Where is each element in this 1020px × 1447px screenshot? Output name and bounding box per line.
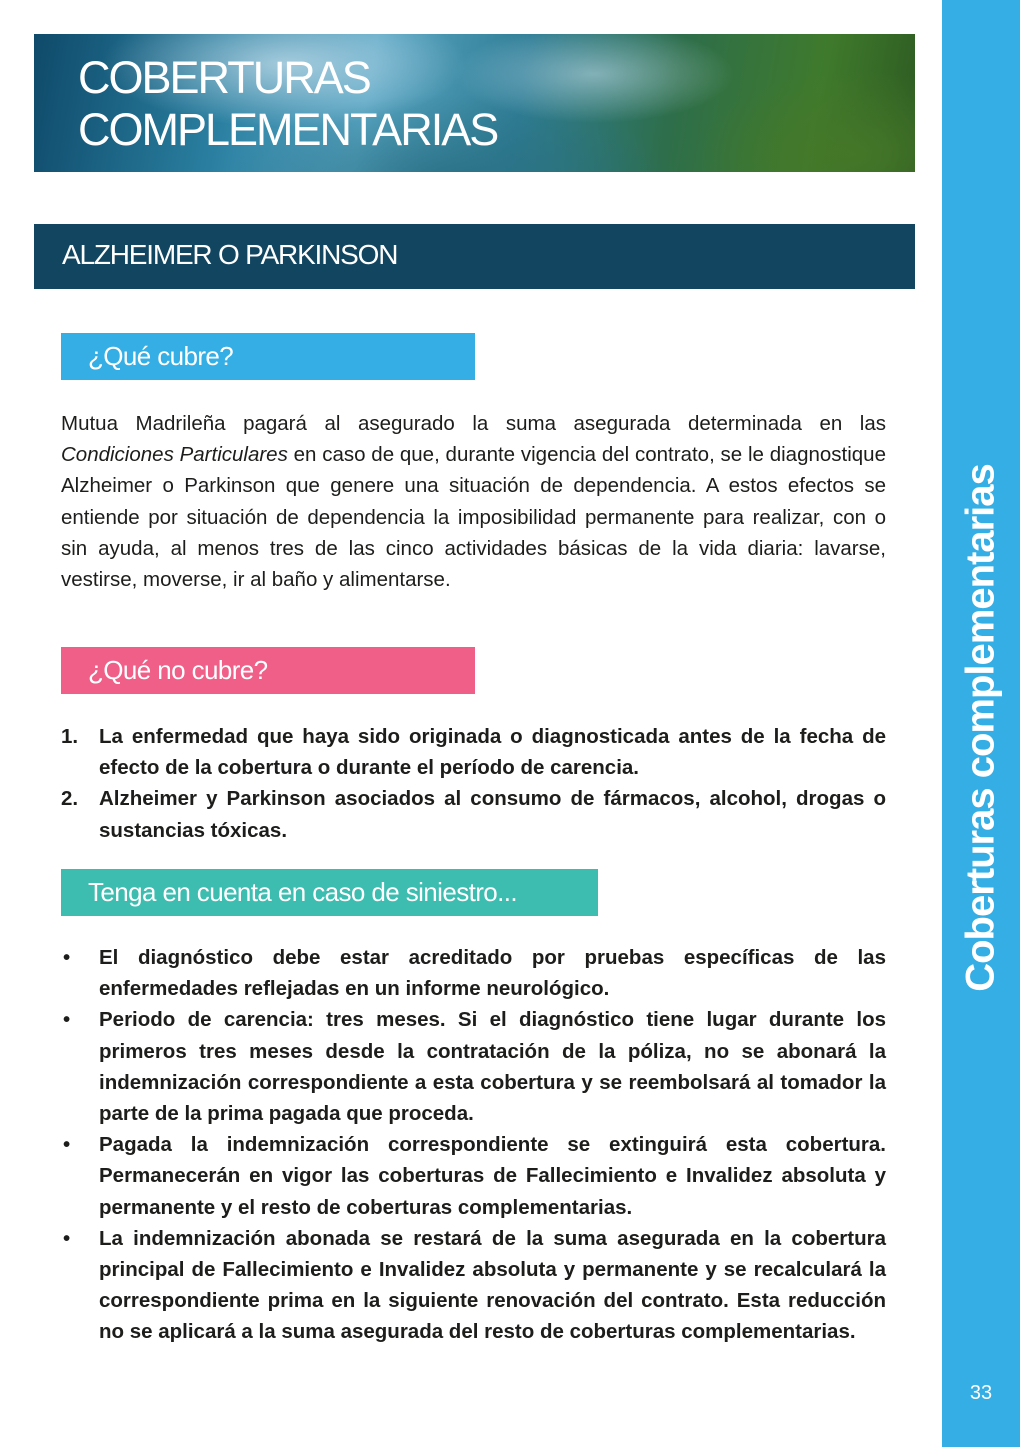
list-item [61,721,886,783]
bullet-icon: • [63,1226,71,1250]
list-item [61,1223,886,1348]
list-item [61,942,886,1004]
page-number: 33 [969,1382,993,1404]
page-title-line1: COBERTURAS [78,52,370,103]
sidebar-title: Coberturas complementarias [958,464,1003,992]
coverage-text-a: Mutua Madrileña pagará al asegurado la suma asegurada determinada en las [61,412,886,435]
page-title [78,52,497,156]
list-item [61,783,886,845]
bullet-icon: • [63,946,71,969]
coverage-text-b: en caso de que, durante vigencia del contrato, se le diagnostique Alzheimer o Parkinson que genere una situación de dependencia. A estos efectos se entiende por situación de dependencia la imposibilidad permanente para realizar, con o sin ayuda, al menos tres de las cinco actividades básicas de la vida diaria: lavarse, vestirse, moverse, ir al baño y alimentarse. [61,443,886,592]
list-item-text: La enfermedad que haya sido originada o diagnosticada antes de la fecha de efecto de la cobertura o durante el período de carencia. [99,725,886,780]
sidebar [942,0,1020,1447]
coverage-text-italic: Condiciones Particulares [61,443,288,467]
section-title: ALZHEIMER O PARKINSON [62,239,398,270]
not-covered-label: ¿Qué no cubre? [61,647,475,694]
list-item-text: Periodo de carencia: tres meses. Si el diagnóstico tiene lugar durante los primeros tres meses desde la contratación de la póliza, no se abonará la indemnización correspondiente a esta cobertura y se reembolsará al tomador la parte de la prima pagada que proceda. [99,1008,886,1126]
page-title-line2: COMPLEMENTARIAS [78,104,498,155]
what-covers-label: ¿Qué cubre? [61,333,475,380]
header-banner [34,34,915,172]
bullet-icon: • [63,1008,71,1032]
claims-label: Tenga en cuenta en caso de siniestro... [61,869,598,916]
list-item-text: El diagnóstico debe estar acreditado por pruebas específicas de las enfermedades reflejadas en un informe neurológico. [99,946,886,1001]
bullet-icon: • [63,1133,71,1157]
coverage-description [61,408,886,595]
claims-list [61,942,886,1348]
section-header [34,224,915,289]
list-item-text: Pagada la indemnización correspondiente se extinguirá esta cobertura. Permanecerán en vigor las coberturas de Fallecimiento e Invalidez absoluta y permanente y el resto de coberturas complementarias. [99,1133,886,1219]
list-item-text: Alzheimer y Parkinson asociados al consumo de fármacos, alcohol, drogas o sustancias tóxicas. [99,787,886,842]
list-marker: 1. [61,725,79,748]
list-marker: 2. [61,787,79,811]
list-item-text: La indemnización abonada se restará de la suma asegurada en la cobertura principal de Fallecimiento e Invalidez absoluta y permanente y se recalculará la correspondiente prima en la siguiente renovación del contrato. Esta reducción no se aplicará a la suma asegurada del resto de coberturas complementarias. [99,1226,886,1344]
list-item [61,1129,886,1223]
list-item [61,1004,886,1129]
exclusions-list [61,721,886,846]
